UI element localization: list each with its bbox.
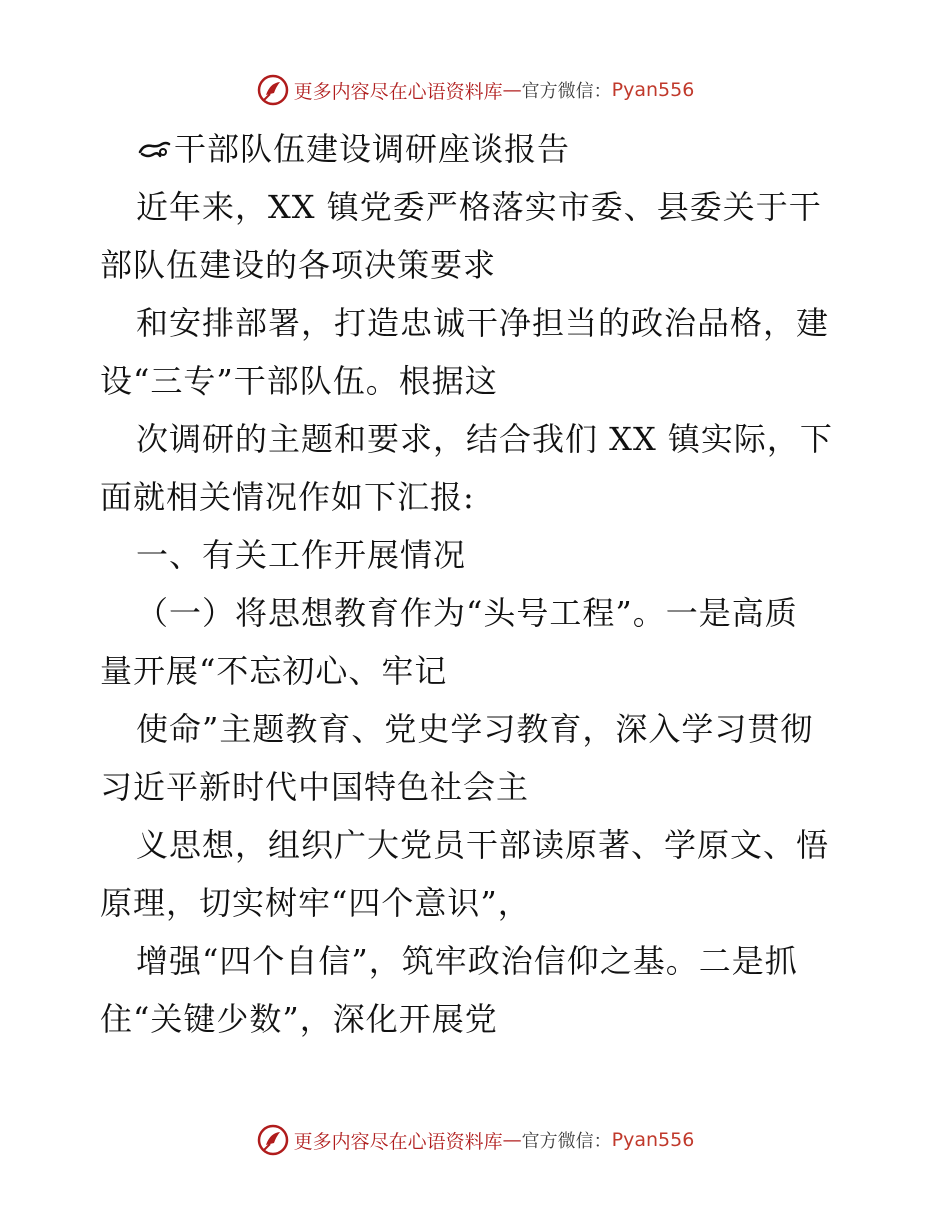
body-line-3: 和安排部署，打造忠诚干净担当的政治品格，建 [136,304,830,342]
document-body [100,120,860,1048]
body-line-8: （一）将思想教育作为“头号工程”。一是高质 [136,594,798,632]
body-line-14: 增强“四个自信”，筑牢政治信仰之基。二是抓 [136,942,798,980]
body-line-1: 近年来，XX 镇党委严格落实市委、县委关于干 [136,188,822,226]
body-line-9: 量开展“不忘初心、牢记 [100,652,448,690]
watermark-wechat-label: 官方微信： [521,1131,612,1152]
hand-pointer-icon [136,134,172,164]
pen-heart-logo-icon [256,73,290,107]
document-title-row [100,120,860,178]
footer-watermark [0,1120,950,1160]
document-title: 干部队伍建设调研座谈报告 [174,130,571,168]
body-line-12: 义思想，组织广大党员干部读原著、学原文、悟 [136,826,830,864]
body-line-13: 原理，切实树牢“四个意识”， [100,884,531,922]
section-heading-1: 一、有关工作开展情况 [136,536,467,574]
body-line-2: 部队伍建设的各项决策要求 [100,246,497,284]
watermark-wechat-id: Pyan556 [611,1129,695,1151]
watermark-dash: — [502,1129,522,1151]
body-line-6: 面就相关情况作如下汇报: [100,478,475,516]
body-line-10: 使命”主题教育、党史学习教育，深入学习贯彻 [136,710,814,748]
pen-heart-logo-icon [256,1123,290,1157]
body-line-5: 次调研的主题和要求，结合我们 XX 镇实际，下 [136,420,833,458]
body-line-15: 住“关键少数”，深化开展党 [100,1000,498,1038]
watermark-wechat-label: 官方微信： [521,81,612,102]
header-watermark [0,70,950,110]
body-line-4: 设“三专”干部队伍。根据这 [100,362,498,400]
watermark-text: 更多内容尽在心语资料库 [293,80,503,103]
watermark-wechat-id: Pyan556 [611,79,695,101]
body-line-11: 习近平新时代中国特色社会主 [100,768,530,806]
watermark-dash: — [502,79,522,101]
watermark-text: 更多内容尽在心语资料库 [293,1130,503,1153]
